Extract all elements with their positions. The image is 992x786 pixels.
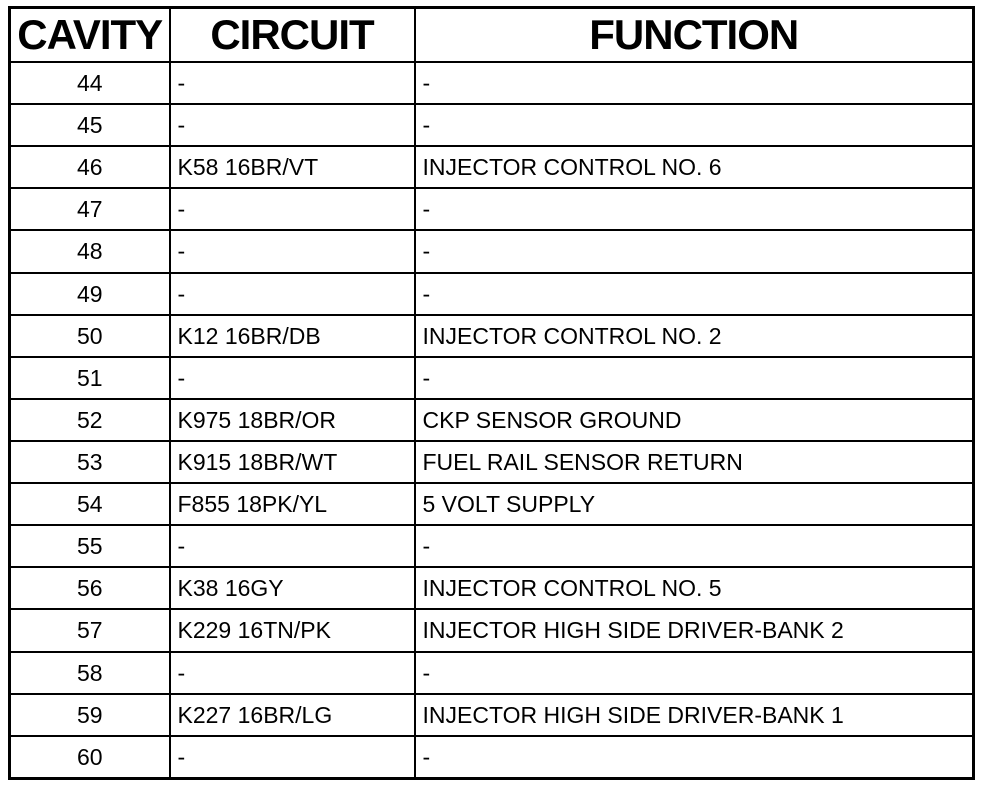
- table-row: [10, 694, 974, 736]
- function-cell: -: [415, 104, 974, 146]
- circuit-cell: F855 18PK/YL: [170, 483, 415, 525]
- function-cell: 5 VOLT SUPPLY: [415, 483, 974, 525]
- table-row: [10, 567, 974, 609]
- cavity-cell: 58: [10, 652, 170, 694]
- circuit-cell: -: [170, 273, 415, 315]
- table-row: [10, 441, 974, 483]
- table-row: [10, 104, 974, 146]
- circuit-cell: -: [170, 230, 415, 272]
- circuit-cell: K12 16BR/DB: [170, 315, 415, 357]
- function-cell: -: [415, 525, 974, 567]
- function-cell: -: [415, 273, 974, 315]
- circuit-cell: K975 18BR/OR: [170, 399, 415, 441]
- cavity-column-header: CAVITY: [10, 8, 170, 63]
- function-cell: -: [415, 230, 974, 272]
- table-row: [10, 652, 974, 694]
- cavity-cell: 49: [10, 273, 170, 315]
- table-row: [10, 357, 974, 399]
- cavity-cell: 59: [10, 694, 170, 736]
- table-row: [10, 609, 974, 651]
- function-cell: -: [415, 188, 974, 230]
- table-row: [10, 230, 974, 272]
- circuit-cell: -: [170, 188, 415, 230]
- function-cell: -: [415, 736, 974, 779]
- table-row: [10, 315, 974, 357]
- cavity-cell: 54: [10, 483, 170, 525]
- cavity-cell: 55: [10, 525, 170, 567]
- function-cell: INJECTOR CONTROL NO. 6: [415, 146, 974, 188]
- header-row: [10, 8, 974, 63]
- function-cell: INJECTOR HIGH SIDE DRIVER-BANK 2: [415, 609, 974, 651]
- circuit-cell: K227 16BR/LG: [170, 694, 415, 736]
- cavity-cell: 52: [10, 399, 170, 441]
- table-row: [10, 62, 974, 104]
- function-column-header: FUNCTION: [415, 8, 974, 63]
- circuit-cell: -: [170, 525, 415, 567]
- table-row: [10, 146, 974, 188]
- table-row: [10, 483, 974, 525]
- table-row: [10, 399, 974, 441]
- function-cell: INJECTOR CONTROL NO. 5: [415, 567, 974, 609]
- cavity-cell: 60: [10, 736, 170, 779]
- table-row: [10, 525, 974, 567]
- cavity-cell: 57: [10, 609, 170, 651]
- function-cell: CKP SENSOR GROUND: [415, 399, 974, 441]
- cavity-cell: 46: [10, 146, 170, 188]
- table-row: [10, 188, 974, 230]
- function-cell: -: [415, 357, 974, 399]
- cavity-cell: 48: [10, 230, 170, 272]
- circuit-cell: -: [170, 652, 415, 694]
- circuit-cell: -: [170, 104, 415, 146]
- cavity-cell: 47: [10, 188, 170, 230]
- circuit-cell: K915 18BR/WT: [170, 441, 415, 483]
- cavity-cell: 50: [10, 315, 170, 357]
- table-header: [10, 8, 974, 63]
- table-row: [10, 736, 974, 779]
- table-row: [10, 273, 974, 315]
- circuit-cell: -: [170, 357, 415, 399]
- circuit-cell: -: [170, 62, 415, 104]
- cavity-cell: 45: [10, 104, 170, 146]
- circuit-cell: -: [170, 736, 415, 779]
- cavity-cell: 56: [10, 567, 170, 609]
- circuit-cell: K38 16GY: [170, 567, 415, 609]
- function-cell: INJECTOR CONTROL NO. 2: [415, 315, 974, 357]
- table-body: [10, 62, 974, 779]
- cavity-cell: 53: [10, 441, 170, 483]
- function-cell: FUEL RAIL SENSOR RETURN: [415, 441, 974, 483]
- cavity-cell: 44: [10, 62, 170, 104]
- function-cell: INJECTOR HIGH SIDE DRIVER-BANK 1: [415, 694, 974, 736]
- cavity-cell: 51: [10, 357, 170, 399]
- function-cell: -: [415, 62, 974, 104]
- circuit-cell: K229 16TN/PK: [170, 609, 415, 651]
- circuit-column-header: CIRCUIT: [170, 8, 415, 63]
- function-cell: -: [415, 652, 974, 694]
- connector-pinout-table: [8, 6, 975, 780]
- circuit-cell: K58 16BR/VT: [170, 146, 415, 188]
